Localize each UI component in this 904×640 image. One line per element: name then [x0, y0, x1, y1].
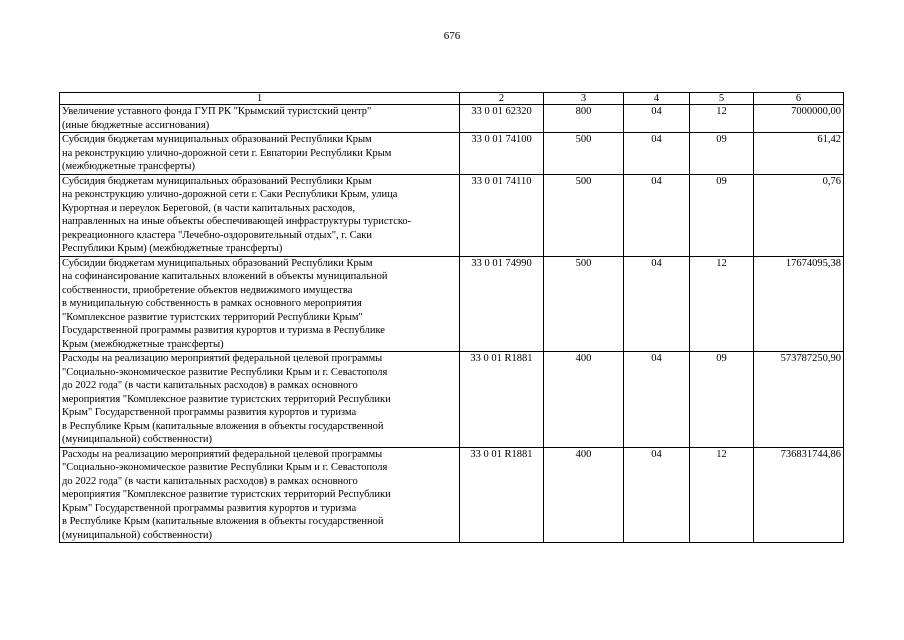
- row-target-code: 33 0 01 62320: [460, 105, 544, 133]
- row-description: Увеличение уставного фонда ГУП РК "Крымский туристский центр" (иные бюджетные ассигнования): [60, 105, 460, 133]
- row-amount: 573787250,90: [754, 352, 844, 448]
- row-amount: 17674095,38: [754, 256, 844, 352]
- row-target-code: 33 0 01 74990: [460, 256, 544, 352]
- row-subsection: 12: [690, 256, 754, 352]
- row-subsection: 12: [690, 447, 754, 543]
- row-target-code: 33 0 01 R1881: [460, 352, 544, 448]
- row-subsection: 12: [690, 105, 754, 133]
- row-expense-type: 500: [544, 256, 624, 352]
- row-section: 04: [624, 105, 690, 133]
- column-header: 3: [544, 93, 624, 105]
- row-subsection: 09: [690, 352, 754, 448]
- column-header: 6: [754, 93, 844, 105]
- table-row: [60, 256, 844, 352]
- row-description: Субсидии бюджетам муниципальных образований Республики Крым на софинансирование капитальных вложений в объекты муниципальной собственности, приобретение объектов недвижимого имущества в муниципальную собственность в рамках основного мероприятия "Комплексное развитие туристских территорий Республики Крым" Государственной программы развития курортов и туризма в Республике Крым (межбюджетные трансферты): [60, 256, 460, 352]
- row-target-code: 33 0 01 74100: [460, 133, 544, 175]
- row-expense-type: 400: [544, 447, 624, 543]
- table-row: [60, 174, 844, 256]
- row-section: 04: [624, 256, 690, 352]
- row-expense-type: 800: [544, 105, 624, 133]
- row-description: Субсидия бюджетам муниципальных образований Республики Крым на реконструкцию улично-дорожной сети г. Евпатории Республики Крым (межбюджетные трансферты): [60, 133, 460, 175]
- page-number: 676: [443, 30, 461, 42]
- table-row: [60, 352, 844, 448]
- row-amount: 61,42: [754, 133, 844, 175]
- row-description: Расходы на реализацию мероприятий федеральной целевой программы "Социально-экономическое развитие Республики Крым и г. Севастополя до 2022 года" (в части капитальных расходов) в рамках основного мероприятия "Комплексное развитие туристских территорий Республики Крым" Государственной программы развития курортов и туризма в Республике Крым (капитальные вложения в объекты государственной (муниципальной) собственности): [60, 352, 460, 448]
- column-header: 5: [690, 93, 754, 105]
- row-amount: 0,76: [754, 174, 844, 256]
- column-header: 2: [460, 93, 544, 105]
- row-expense-type: 500: [544, 174, 624, 256]
- row-target-code: 33 0 01 74110: [460, 174, 544, 256]
- budget-table: [59, 92, 844, 543]
- row-target-code: 33 0 01 R1881: [460, 447, 544, 543]
- row-section: 04: [624, 447, 690, 543]
- row-amount: 736831744,86: [754, 447, 844, 543]
- row-subsection: 09: [690, 133, 754, 175]
- row-section: 04: [624, 352, 690, 448]
- row-section: 04: [624, 133, 690, 175]
- row-expense-type: 500: [544, 133, 624, 175]
- table-row: [60, 447, 844, 543]
- column-header: 4: [624, 93, 690, 105]
- row-description: Субсидия бюджетам муниципальных образований Республики Крым на реконструкцию улично-дорожной сети г. Саки Республики Крым, улица Курортная и переулок Береговой, (в части капитальных расходов, направленных на иные объекты обеспечивающей инфраструктуры туристско- рекреационного кластера "Лечебно-оздоровительный отдых", г. Саки Республики Крым) (межбюджетные трансферты): [60, 174, 460, 256]
- table-row: [60, 105, 844, 133]
- table-header-row: [60, 93, 844, 105]
- table-row: [60, 133, 844, 175]
- row-expense-type: 400: [544, 352, 624, 448]
- column-header: 1: [60, 93, 460, 105]
- row-amount: 7000000,00: [754, 105, 844, 133]
- row-subsection: 09: [690, 174, 754, 256]
- row-description: Расходы на реализацию мероприятий федеральной целевой программы "Социально-экономическое развитие Республики Крым и г. Севастополя до 2022 года" (в части капитальных расходов) в рамках основного мероприятия "Комплексное развитие туристских территорий Республики Крым" Государственной программы развития курортов и туризма в Республике Крым (капитальные вложения в объекты государственной (муниципальной) собственности): [60, 447, 460, 543]
- row-section: 04: [624, 174, 690, 256]
